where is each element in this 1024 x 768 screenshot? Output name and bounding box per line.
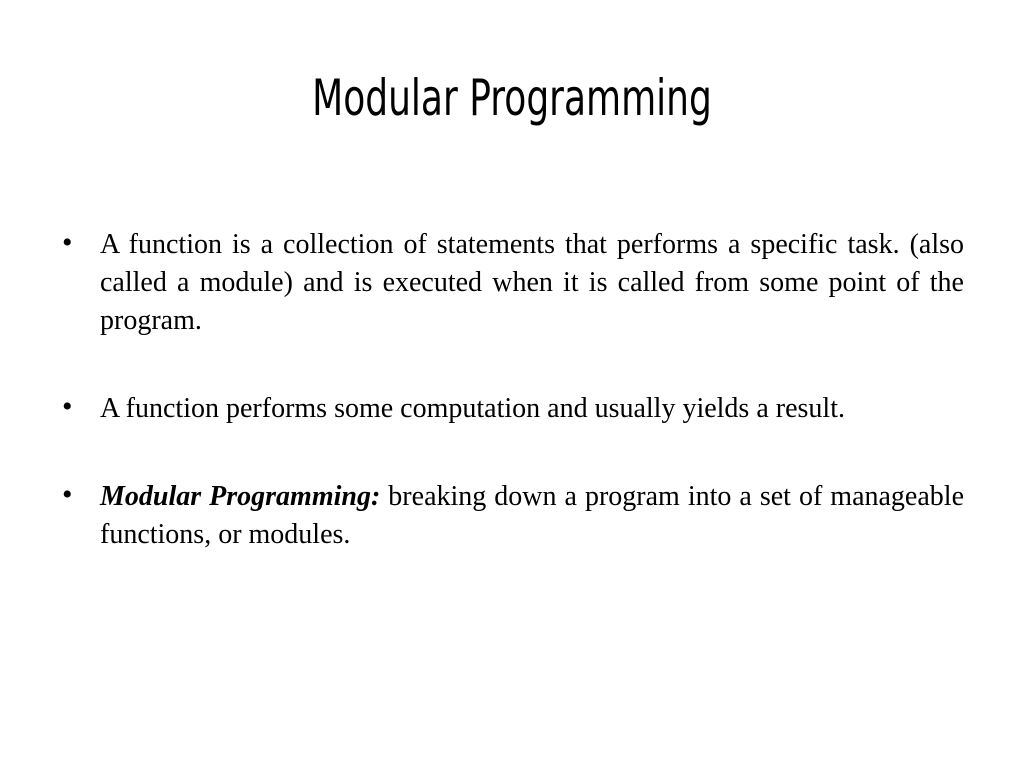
bullet-list (62, 226, 964, 604)
bullet-emphasis: Modular Programming: (100, 481, 381, 512)
bullet-item-1 (62, 226, 964, 340)
slide-title: Modular Programming (312, 69, 712, 127)
bullet-text: A function performs some computation and usually yields a result. (100, 393, 845, 424)
bullet-dot-icon: • (62, 390, 73, 423)
bullet-text-rest: breaking down a program into a set of manageable functions, or modules. (100, 481, 964, 550)
bullet-text (100, 478, 964, 554)
bullet-dot-icon: • (62, 478, 73, 511)
bullet-item-3 (62, 478, 964, 554)
bullet-dot-icon: • (62, 226, 73, 259)
bullet-text: A function is a collection of statements that performs a specific task. (also called a module) and is executed when it is called from some point of the program. (100, 229, 964, 336)
bullet-item-2 (62, 390, 964, 428)
